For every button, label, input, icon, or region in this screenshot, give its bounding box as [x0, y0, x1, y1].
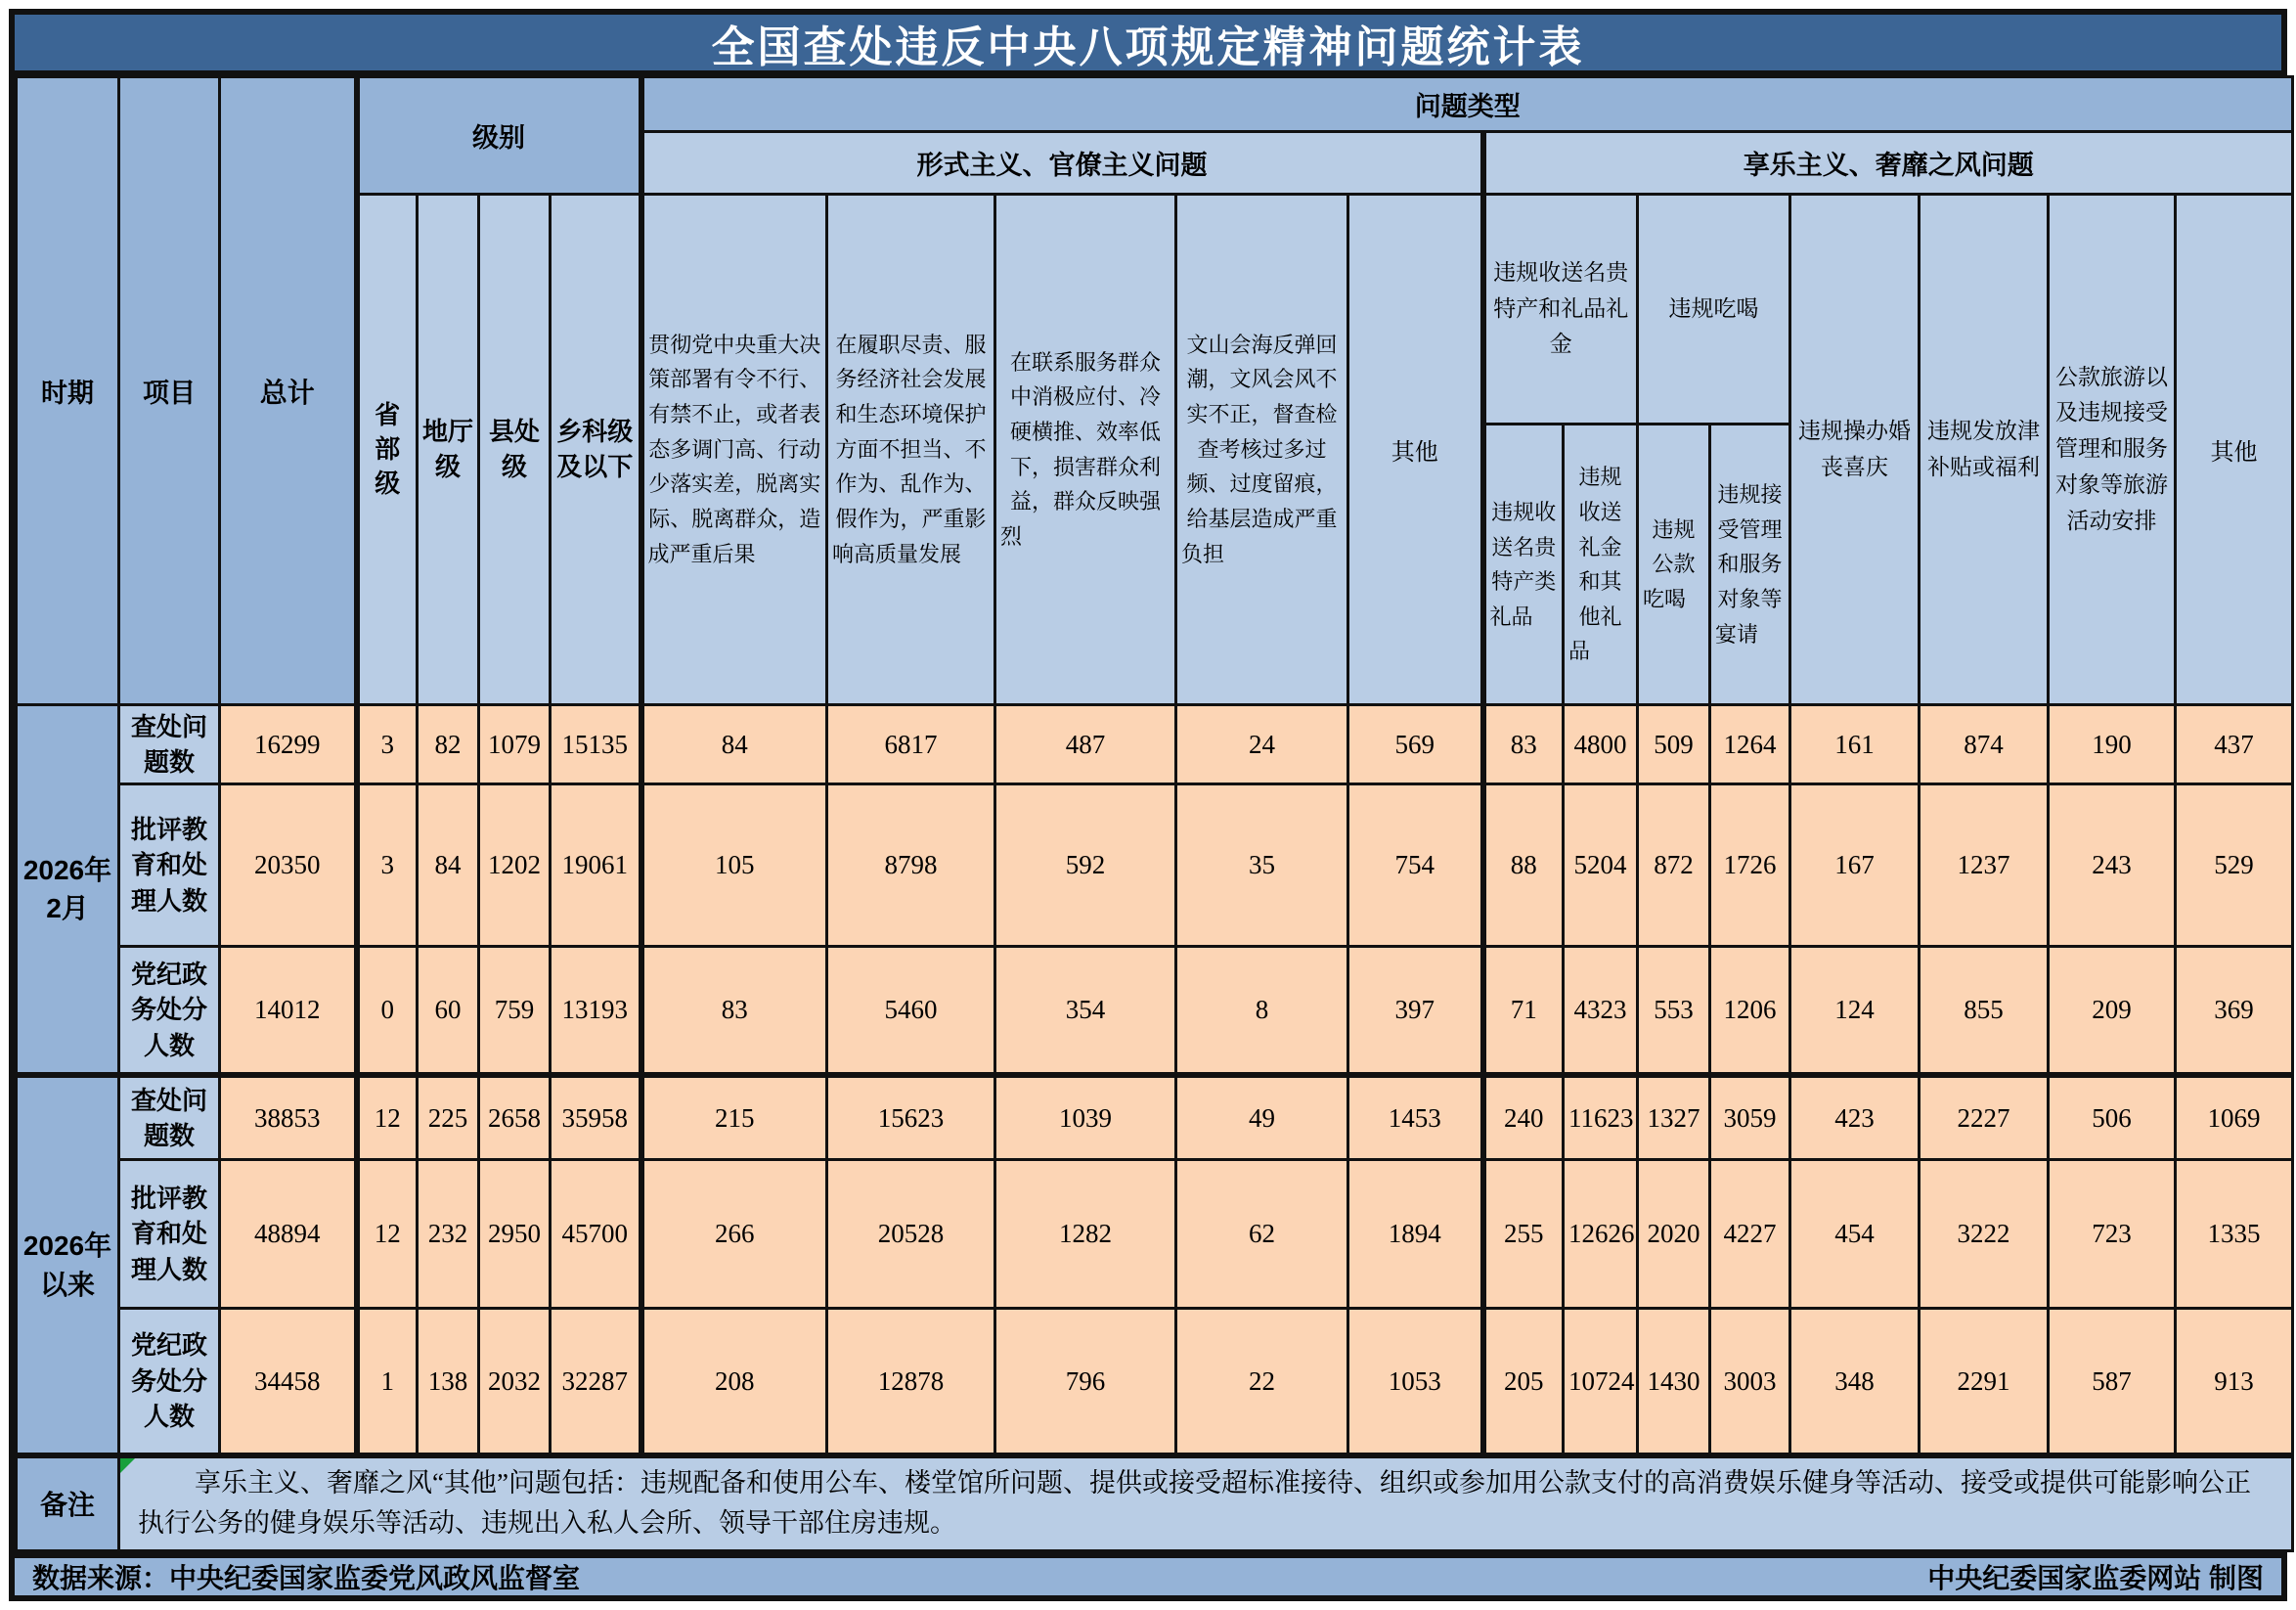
value-cell: 11623	[1564, 1075, 1638, 1159]
value-cell: 1206	[1710, 946, 1790, 1075]
value-cell: 225	[418, 1075, 479, 1159]
header-period: 时期	[17, 77, 119, 705]
value-cell: 553	[1638, 946, 1710, 1075]
value-cell: 20528	[827, 1159, 995, 1308]
value-cell: 24	[1176, 705, 1348, 784]
value-cell: 83	[1483, 705, 1564, 784]
value-cell: 3003	[1710, 1309, 1790, 1455]
value-cell: 397	[1348, 946, 1483, 1075]
value-cell: 45700	[551, 1159, 641, 1308]
value-cell: 1237	[1920, 784, 2049, 946]
value-cell: 1335	[2176, 1159, 2293, 1308]
item-cell: 批评教育和处理人数	[119, 1159, 220, 1308]
table-row	[17, 705, 2293, 784]
header-level-township: 乡科级及以下	[551, 194, 641, 705]
footer-bar	[15, 1552, 2281, 1595]
header-hedonism-col-other: 其他	[2176, 194, 2293, 705]
table-frame	[9, 9, 2287, 1601]
value-cell: 138	[418, 1309, 479, 1455]
value-cell: 1894	[1348, 1159, 1483, 1308]
value-cell: 34458	[220, 1309, 357, 1455]
table-row	[17, 1159, 2293, 1308]
value-cell: 5460	[827, 946, 995, 1075]
value-cell: 124	[1790, 946, 1920, 1075]
header-hedonism-col-travel: 公款旅游以及违规接受管理和服务对象等旅游活动安排	[2049, 194, 2176, 705]
value-cell: 209	[2049, 946, 2176, 1075]
value-cell: 88	[1483, 784, 1564, 946]
value-cell: 19061	[551, 784, 641, 946]
header-formalism-col-other: 其他	[1348, 194, 1483, 705]
value-cell: 4323	[1564, 946, 1638, 1075]
table-row	[17, 784, 2293, 946]
value-cell: 1726	[1710, 784, 1790, 946]
value-cell: 32287	[551, 1309, 641, 1455]
value-cell: 354	[995, 946, 1176, 1075]
value-cell: 60	[418, 946, 479, 1075]
value-cell: 215	[641, 1075, 827, 1159]
value-cell: 3	[357, 705, 418, 784]
value-cell: 8798	[827, 784, 995, 946]
header-formalism-col-policy: 贯彻党中央重大决策部署有令不行、有禁不止，或者表态多调门高、行动少落实差，脱离实际、脱离群众，造成严重后果	[641, 194, 827, 705]
note-text: 享乐主义、奢靡之风“其他”问题包括：违规配备和使用公车、楼堂馆所问题、提供或接受超标准接待、组织或参加用公款支付的高消费娱乐健身等活动、接受或提供可能影响公正执行公务的健身娱乐等活动、违规出入私人会所、领导干部住房违规。	[138, 1467, 2251, 1539]
value-cell: 2032	[479, 1309, 551, 1455]
value-cell: 82	[418, 705, 479, 784]
header-hedonism-col-weddings: 违规操办婚丧喜庆	[1790, 194, 1920, 705]
value-cell: 14012	[220, 946, 357, 1075]
value-cell: 1	[357, 1309, 418, 1455]
value-cell: 0	[357, 946, 418, 1075]
value-cell: 20350	[220, 784, 357, 946]
header-gifts-cash: 违规收送礼金和其他礼品	[1564, 425, 1638, 705]
value-cell: 1282	[995, 1159, 1176, 1308]
value-cell: 874	[1920, 705, 2049, 784]
value-cell: 232	[418, 1159, 479, 1308]
header-formalism-group: 形式主义、官僚主义问题	[641, 131, 1483, 194]
note-label: 备注	[17, 1455, 119, 1551]
header-row-top	[17, 77, 2293, 132]
value-cell: 12626	[1564, 1159, 1638, 1308]
value-cell: 1069	[2176, 1075, 2293, 1159]
statistics-table	[15, 75, 2294, 1552]
value-cell: 6817	[827, 705, 995, 784]
value-cell: 13193	[551, 946, 641, 1075]
item-cell: 批评教育和处理人数	[119, 784, 220, 946]
value-cell: 255	[1483, 1159, 1564, 1308]
value-cell: 71	[1483, 946, 1564, 1075]
value-cell: 48894	[220, 1159, 357, 1308]
note-row	[17, 1455, 2293, 1551]
value-cell: 1264	[1710, 705, 1790, 784]
value-cell: 796	[995, 1309, 1176, 1455]
value-cell: 348	[1790, 1309, 1920, 1455]
header-level-province: 省部级	[357, 194, 418, 705]
header-item: 项目	[119, 77, 220, 705]
note-cell	[119, 1455, 2293, 1551]
value-cell: 35958	[551, 1075, 641, 1159]
value-cell: 1453	[1348, 1075, 1483, 1159]
header-hedonism-group: 享乐主义、奢靡之风问题	[1483, 131, 2293, 194]
value-cell: 35	[1176, 784, 1348, 946]
value-cell: 754	[1348, 784, 1483, 946]
value-cell: 2658	[479, 1075, 551, 1159]
header-formalism-col-masses: 在联系服务群众中消极应付、冷硬横推、效率低下，损害群众利益，群众反映强烈	[995, 194, 1176, 705]
value-cell: 49	[1176, 1075, 1348, 1159]
header-total: 总计	[220, 77, 357, 705]
header-gifts-group: 违规收送名贵特产和礼品礼金	[1483, 194, 1638, 424]
value-cell: 15623	[827, 1075, 995, 1159]
value-cell: 2291	[1920, 1309, 2049, 1455]
header-gifts-specialty: 违规收送名贵特产类礼品	[1483, 425, 1564, 705]
value-cell: 4800	[1564, 705, 1638, 784]
value-cell: 1430	[1638, 1309, 1710, 1455]
value-cell: 167	[1790, 784, 1920, 946]
page-title: 全国查处违反中央八项规定精神问题统计表	[15, 15, 2281, 75]
header-row-subgroups	[17, 194, 2293, 424]
value-cell: 205	[1483, 1309, 1564, 1455]
value-cell: 569	[1348, 705, 1483, 784]
header-level-group: 级别	[357, 77, 641, 195]
value-cell: 2020	[1638, 1159, 1710, 1308]
header-hedonism-col-allowances: 违规发放津补贴或福利	[1920, 194, 2049, 705]
value-cell: 10724	[1564, 1309, 1638, 1455]
value-cell: 872	[1638, 784, 1710, 946]
header-formalism-col-duty: 在履职尽责、服务经济社会发展和生态环境保护方面不担当、不作为、乱作为、假作为，严重影响高质量发展	[827, 194, 995, 705]
value-cell: 1039	[995, 1075, 1176, 1159]
period-cell: 2026年2月	[17, 705, 119, 1075]
header-level-prefecture: 地厅级	[418, 194, 479, 705]
value-cell: 5204	[1564, 784, 1638, 946]
value-cell: 855	[1920, 946, 2049, 1075]
table-row	[17, 946, 2293, 1075]
header-dining-banquets: 违规接受管理和服务对象等宴请	[1710, 425, 1790, 705]
value-cell: 16299	[220, 705, 357, 784]
credit-text: 中央纪委国家监委网站 制图	[1927, 1563, 2264, 1593]
value-cell: 506	[2049, 1075, 2176, 1159]
value-cell: 2950	[479, 1159, 551, 1308]
value-cell: 8	[1176, 946, 1348, 1075]
value-cell: 1202	[479, 784, 551, 946]
value-cell: 266	[641, 1159, 827, 1308]
value-cell: 1327	[1638, 1075, 1710, 1159]
item-cell: 查处问题数	[119, 1075, 220, 1159]
value-cell: 15135	[551, 705, 641, 784]
value-cell: 12	[357, 1075, 418, 1159]
value-cell: 38853	[220, 1075, 357, 1159]
table-row	[17, 1309, 2293, 1455]
value-cell: 190	[2049, 705, 2176, 784]
value-cell: 243	[2049, 784, 2176, 946]
data-source-text: 数据来源：中央纪委国家监委党风政风监督室	[32, 1563, 581, 1593]
value-cell: 4227	[1710, 1159, 1790, 1308]
value-cell: 423	[1790, 1075, 1920, 1159]
value-cell: 161	[1790, 705, 1920, 784]
value-cell: 3222	[1920, 1159, 2049, 1308]
value-cell: 3059	[1710, 1075, 1790, 1159]
value-cell: 62	[1176, 1159, 1348, 1308]
value-cell: 12878	[827, 1309, 995, 1455]
value-cell: 913	[2176, 1309, 2293, 1455]
value-cell: 1053	[1348, 1309, 1483, 1455]
cell-comment-marker-icon	[120, 1458, 135, 1473]
value-cell: 723	[2049, 1159, 2176, 1308]
value-cell: 208	[641, 1309, 827, 1455]
value-cell: 454	[1790, 1159, 1920, 1308]
table-row	[17, 1075, 2293, 1159]
value-cell: 2227	[1920, 1075, 2049, 1159]
header-formalism-col-meetings: 文山会海反弹回潮，文风会风不实不正，督查检查考核过多过频、过度留痕，给基层造成严重负担	[1176, 194, 1348, 705]
item-cell: 党纪政务处分人数	[119, 946, 220, 1075]
value-cell: 529	[2176, 784, 2293, 946]
value-cell: 592	[995, 784, 1176, 946]
value-cell: 437	[2176, 705, 2293, 784]
value-cell: 509	[1638, 705, 1710, 784]
value-cell: 22	[1176, 1309, 1348, 1455]
value-cell: 759	[479, 946, 551, 1075]
item-cell: 党纪政务处分人数	[119, 1309, 220, 1455]
value-cell: 12	[357, 1159, 418, 1308]
value-cell: 1079	[479, 705, 551, 784]
value-cell: 587	[2049, 1309, 2176, 1455]
period-cell: 2026年以来	[17, 1075, 119, 1455]
header-problem-type-group: 问题类型	[641, 77, 2293, 132]
value-cell: 84	[418, 784, 479, 946]
value-cell: 369	[2176, 946, 2293, 1075]
item-cell: 查处问题数	[119, 705, 220, 784]
header-dining-group: 违规吃喝	[1638, 194, 1790, 424]
value-cell: 240	[1483, 1075, 1564, 1159]
value-cell: 83	[641, 946, 827, 1075]
header-dining-public-funds: 违规公款吃喝	[1638, 425, 1710, 705]
value-cell: 105	[641, 784, 827, 946]
value-cell: 3	[357, 784, 418, 946]
value-cell: 487	[995, 705, 1176, 784]
value-cell: 84	[641, 705, 827, 784]
header-level-county: 县处级	[479, 194, 551, 705]
